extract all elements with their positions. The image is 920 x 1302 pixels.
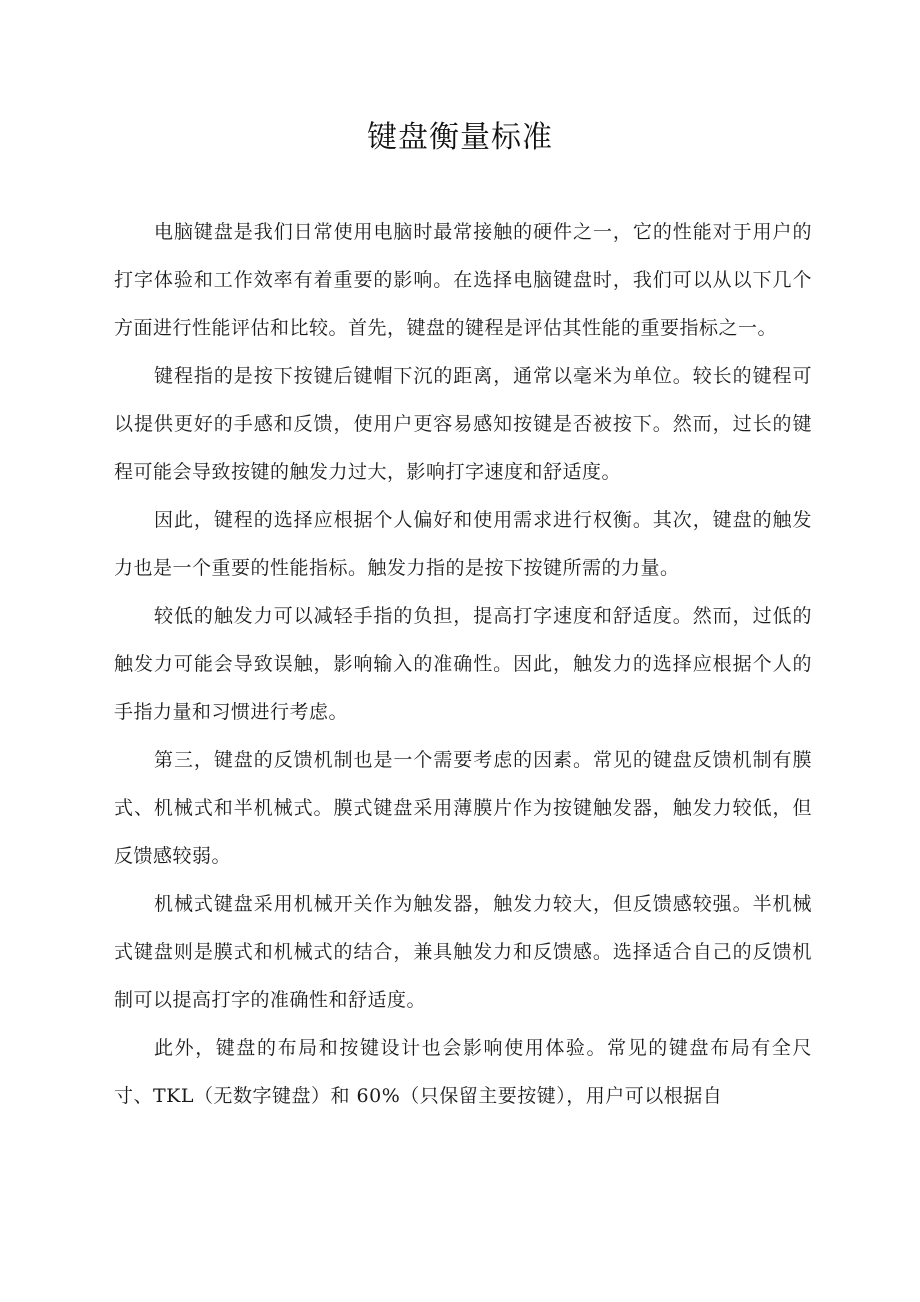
paragraph-4: 较低的触发力可以减轻手指的负担，提高打字速度和舒适度。然而，过低的触发力可能会导致误触，影响输入的准确性。因此，触发力的选择应根据个人的手指力量和习惯进行考虑。 [114, 605, 812, 723]
paragraph-6: 机械式键盘采用机械开关作为触发器，触发力较大，但反馈感较强。半机械式键盘则是膜式和机械式的结合，兼具触发力和反馈感。选择适合自己的反馈机制可以提高打字的准确性和舒适度。 [114, 893, 812, 1011]
paragraph-2: 键程指的是按下按键后键帽下沉的距离，通常以毫米为单位。较长的键程可以提供更好的手感和反馈，使用户更容易感知按键是否被按下。然而，过长的键程可能会导致按键的触发力过大，影响打字速度和舒适度。 [114, 365, 812, 483]
paragraph-1: 电脑键盘是我们日常使用电脑时最常接触的硬件之一，它的性能对于用户的打字体验和工作效率有着重要的影响。在选择电脑键盘时，我们可以从以下几个方面进行性能评估和比较。首先，键盘的键程是评估其性能的重要指标之一。 [114, 221, 812, 339]
paragraph-7: 此外，键盘的布局和按键设计也会影响使用体验。常见的键盘布局有全尺寸、TKL（无数字键盘）和 60%（只保留主要按键），用户可以根据自 [114, 1037, 812, 1107]
paragraph-5: 第三，键盘的反馈机制也是一个需要考虑的因素。常见的键盘反馈机制有膜式、机械式和半机械式。膜式键盘采用薄膜片作为按键触发器，触发力较低，但反馈感较弱。 [114, 749, 812, 867]
paragraph-3: 因此，键程的选择应根据个人偏好和使用需求进行权衡。其次，键盘的触发力也是一个重要的性能指标。触发力指的是按下按键所需的力量。 [114, 509, 812, 579]
document-title: 键盘衡量标准 [367, 120, 553, 155]
document-body [114, 208, 812, 1120]
